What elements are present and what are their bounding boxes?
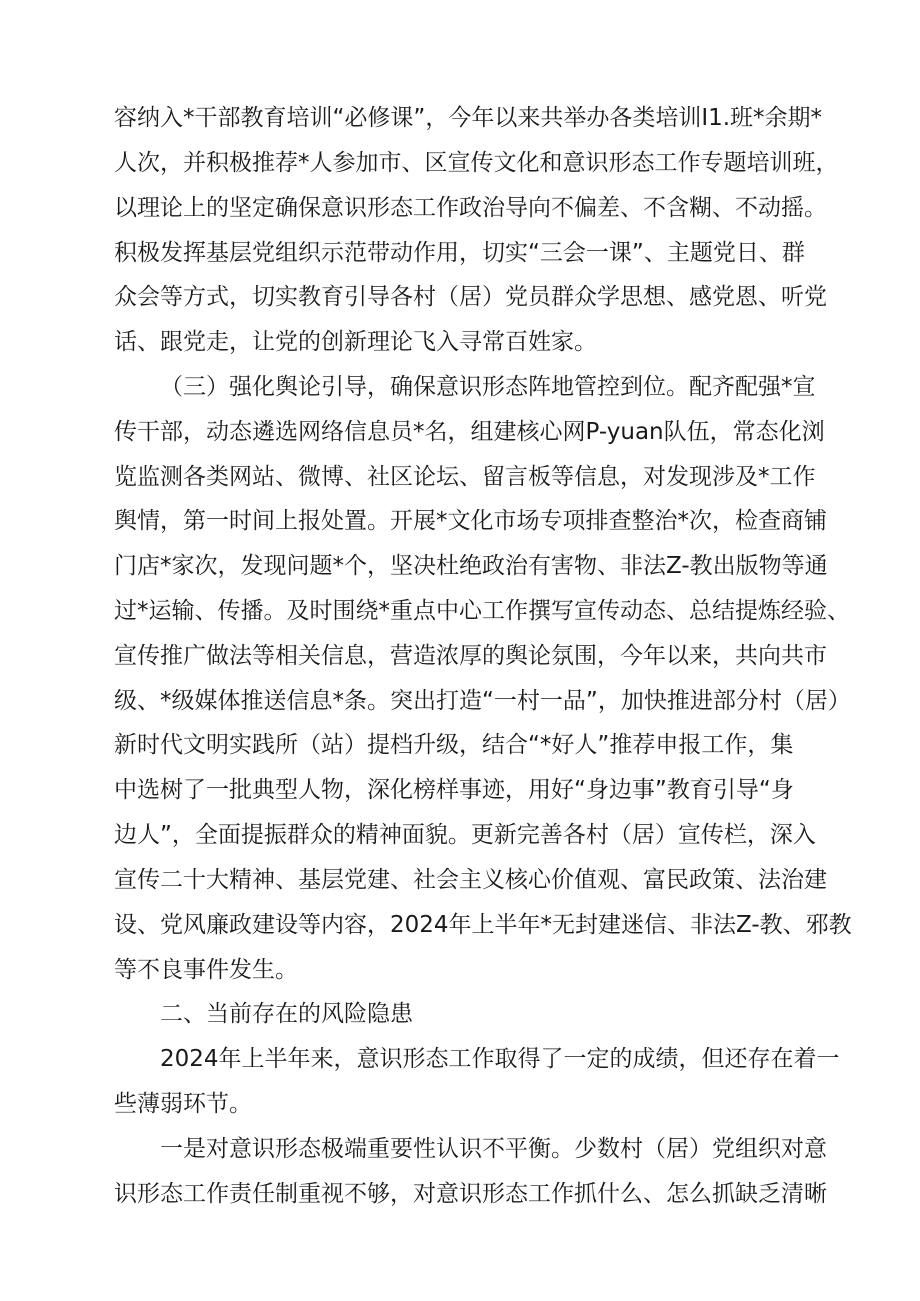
section-heading: 二、当前存在的风险隐患: [160, 1001, 413, 1027]
body-text-line: 门店*家次，发现问题*个，坚决杜绝政治有害物、非法Z-教出版物等通: [114, 553, 828, 579]
body-text-line: 舆情，第一时间上报处置。开展*文化市场专项排查整治*次，检查商铺: [114, 508, 827, 534]
body-text-line: 以理论上的坚定确保意识形态工作政治导向不偏差、不含糊、不动摇。: [114, 195, 827, 221]
body-text-line: 众会等方式，切实教育引导各村（居）党员群众学思想、感党恩、听党: [114, 284, 827, 310]
body-text-line: 级、*级媒体推送信息*条。突出打造“一村一品”，加快推进部分村（居）: [114, 688, 851, 714]
paragraph-start: 一是对意识形态极端重要性认识不平衡。少数村（居）党组织对意: [160, 1136, 827, 1162]
body-text-line: 中选树了一批典型人物，深化榜样事迹，用好“身边事”教育引导“身: [114, 777, 794, 803]
body-text-line: 设、党风廉政建设等内容，2024年上半年*无封建迷信、非法Z-教、邪教: [114, 912, 852, 938]
body-text-line: 话、跟党走，让党的创新理论飞入寻常百姓家。: [114, 329, 597, 355]
body-text-line: 过*运输、传播。及时围绕*重点中心工作撰写宣传动态、总结提炼经验、: [114, 598, 850, 624]
paragraph-start: 2024年上半年来，意识形态工作取得了一定的成绩，但还存在着一: [160, 1046, 840, 1072]
body-text-line: 宣传推广做法等相关信息，营造浓厚的舆论氛围，今年以来，共向共市: [114, 643, 827, 669]
body-text-line: 边人”，全面提振群众的精神面貌。更新完善各村（居）宣传栏，深入: [114, 822, 816, 848]
body-text-line: 容纳入*干部教育培训“必修课”，今年以来共举办各类培训I1.班*余期*: [114, 105, 823, 131]
section-paragraph-start: （三）强化舆论引导，确保意识形态阵地管控到位。配齐配强*宣: [160, 374, 816, 400]
body-text-line: 人次，并积极推荐*人参加市、区宣传文化和意识形态工作专题培训班，: [114, 150, 839, 176]
body-text-line: 积极发挥基层党组织示范带动作用，切实“三会一课”、主题党日、群: [114, 240, 805, 266]
body-text-line: 些薄弱环节。: [114, 1091, 252, 1117]
body-text-line: 等不良事件发生。: [114, 957, 298, 983]
body-text-line: 新时代文明实践所（站）提档升级，结合“*好人”推荐申报工作，集: [114, 732, 794, 758]
body-text-line: 宣传二十大精神、基层党建、社会主义核心价值观、富民政策、法治建: [114, 867, 827, 893]
body-text-line: 览监测各类网站、微博、社区论坛、留言板等信息，对发现涉及*工作: [114, 464, 816, 490]
body-text-line: 传干部，动态遴选网络信息员*名，组建核心网P-yuan队伍，常态化浏: [114, 419, 825, 445]
body-text-line: 识形态工作责任制重视不够，对意识形态工作抓什么、怎么抓缺乏清晰: [114, 1181, 827, 1207]
